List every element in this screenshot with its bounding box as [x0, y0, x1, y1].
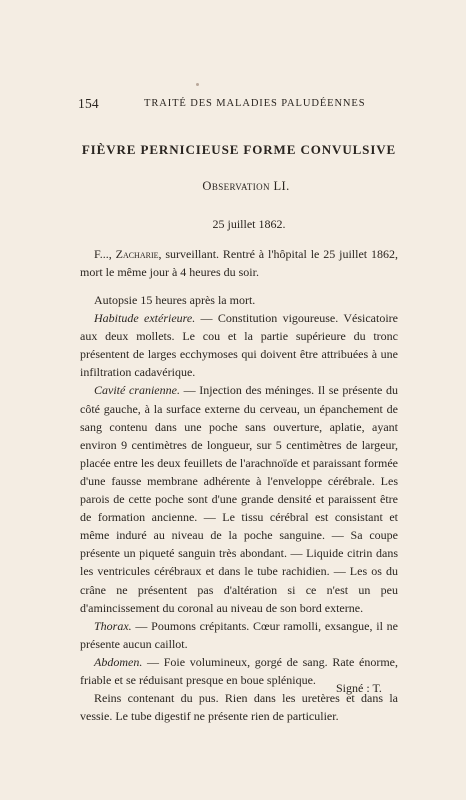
intro-paragraph [80, 245, 398, 281]
paragraph-text: Autopsie 15 heures après la mort. [94, 293, 256, 307]
page-number: 154 [78, 96, 99, 111]
chapter-title: FIÈVRE PERNICIEUSE FORME CONVULSIVE [81, 142, 397, 157]
section-label: Abdomen. [94, 654, 143, 669]
patient-initial: F..., [94, 247, 116, 261]
paragraph-text: — Injection des méninges. Il se présente du côté gauche, à la surface externe du cerveau, un épanchement de sang contenu dans une poche sans ouverture, aplatie, ayant environ 9 centimètres de longueur, sur 5 centimètres de largeur, placée entre les deux feuillets de l'arachnoïde et paraissant formée d'une fausse membrane adhérente à l'enveloppe cérébrale. Les parois de cette poche sont d'une grande densité et paraissent être de formation ancienne. — Le tissu cérébral est consistant et même induré au niveau de la poche sanguine. — Sa coupe présente un piqueté sanguin très abondant. — Liquide citrin dans les ventricules cérébraux et dans le tube rachidien. — Les os du crâne ne présentent pas d'altération si ce n'est un peu d'amincissement du coronal au niveau de son bord externe. [80, 383, 398, 615]
section-label: Thorax. [94, 618, 132, 633]
patient-name: Zacharie [115, 247, 159, 261]
observation-heading: Observation LI. [202, 179, 290, 193]
section-label: Cavité cranienne. [94, 383, 180, 398]
paper-speck [196, 83, 199, 86]
paragraph-text: Reins contenant du pus. Rien dans les uretères et dans la vessie. Le tube digestif ne présente rien de particulier. [80, 691, 398, 724]
autopsy-report [80, 291, 398, 725]
observation-date: 25 juillet 1862. [212, 217, 286, 231]
paragraph-text: — Poumons crépitants. Cœur ramolli, exsangue, il ne présente aucun caillot. [80, 618, 398, 651]
paragraph-habitude [80, 309, 398, 381]
running-head [78, 96, 396, 112]
paragraph-thorax [80, 617, 398, 653]
signature: Signé : T. [336, 681, 382, 695]
paragraph-cavite [80, 381, 398, 616]
intro-block [80, 245, 398, 281]
running-title: TRAITÉ DES MALADIES PALUDÉENNES [144, 98, 366, 109]
paragraph-text: — Foie volumineux, gorgé de sang. Rate énorme, friable et se réduisant presque en boue splénique. [80, 654, 398, 687]
intro-text: , surveillant. Rentré à l'hôpital le 25 juillet 1862, mort le même jour à 4 heures du soir. [80, 247, 399, 280]
paragraph-text: — Constitution vigoureuse. Vésicatoire aux deux mollets. Le cou et la partie supérieure du tronc présentent de larges ecchymoses qui doivent être attribuées à une infiltration cadavérique. [80, 311, 398, 380]
section-label: Habitude extérieure. [94, 311, 196, 326]
paragraph-autopsy-time [80, 291, 398, 309]
